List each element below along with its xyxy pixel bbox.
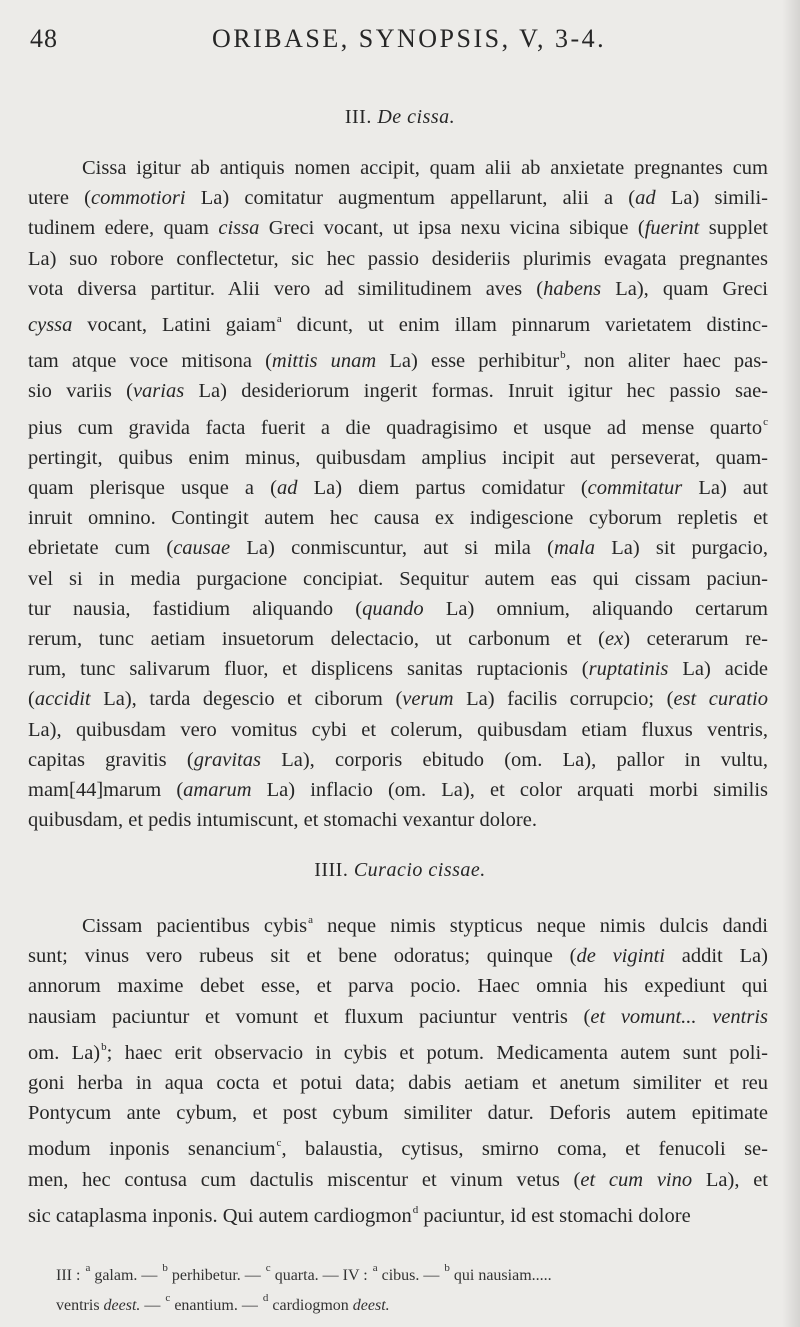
- text-run: ) ceterarum re-: [623, 628, 768, 651]
- text-run: annorum maxime debet esse, et parva pocio. Haec omnia his expediunt qui: [28, 975, 768, 998]
- text-run: tudinem edere, quam: [28, 217, 219, 240]
- text-line: [28, 340, 768, 376]
- text-run: om. La): [28, 1041, 101, 1064]
- italic-variant: ad: [635, 187, 656, 210]
- text-run: La), tarda degescio et ciborum (: [90, 688, 403, 711]
- text-run: La) sit purgacio,: [594, 537, 768, 560]
- text-run: cardiogmon: [268, 1297, 353, 1314]
- text-run: Greci vocant, ut ipsa nexu vicina sibique (: [259, 217, 645, 240]
- footnote-marker: c: [763, 415, 768, 428]
- text-run: mam[44]marum (: [28, 779, 184, 802]
- text-line: [28, 1195, 768, 1231]
- footnote-marker: c: [276, 1137, 282, 1150]
- text-run: III :: [56, 1267, 85, 1284]
- italic-variant: fuerint: [644, 217, 700, 240]
- text-run: La) suo robore conflectetur, sic hec passio desideriis plurimis evagata pregnantes: [28, 247, 768, 270]
- chapter-title-3: [0, 106, 800, 129]
- text-run: dicunt, ut enim illam pinnarum varietatem distinc-: [281, 314, 768, 337]
- italic-variant: ruptatinis: [588, 658, 669, 681]
- text-line: [28, 533, 768, 563]
- text-run: quam plerisque usque a (: [28, 477, 277, 500]
- footnote-marker: d: [412, 1203, 419, 1216]
- text-line: [28, 183, 768, 213]
- footnote-marker: a: [85, 1262, 91, 1274]
- text-run: pertingit, quibus enim minus, quibusdam amplius incipit aut perseverat, quam-: [28, 446, 768, 469]
- text-line: [28, 594, 768, 624]
- footnote-marker: a: [276, 313, 282, 326]
- italic-variant: et vomunt... ventris: [590, 1005, 768, 1028]
- text-line: [28, 443, 768, 473]
- text-run: La), corporis ebitudo (om. La), pallor in vultu,: [260, 748, 768, 771]
- text-run: La) simili-: [655, 187, 768, 210]
- text-run: sio variis (: [28, 380, 133, 403]
- text-run: vocant, Latini gaiam: [72, 314, 276, 337]
- text-run: tur nausia, fastidium aliquando (: [28, 597, 363, 620]
- text-line: [28, 1098, 768, 1128]
- chapter-4-body: [28, 905, 768, 1231]
- text-run: La), et: [692, 1168, 769, 1191]
- footnote-line: [56, 1287, 768, 1317]
- italic-variant: causae: [173, 537, 231, 560]
- text-run: La) esse perhibitur: [376, 350, 560, 373]
- text-line: [28, 376, 768, 406]
- italic-variant: habens: [543, 277, 602, 300]
- italic-variant: cyssa: [28, 314, 73, 337]
- text-line: [28, 564, 768, 594]
- text-line: [28, 213, 768, 243]
- italic-variant: est curatio: [673, 688, 769, 711]
- text-run: perhibetur. —: [167, 1267, 265, 1284]
- text-run: rerum, tunc aetiam insuetorum delectacio, ut carbonum et (: [28, 628, 606, 651]
- text-run: men, hec contusa cum dactulis miscentur et vinum vetus (: [28, 1168, 581, 1191]
- text-line: [28, 775, 768, 805]
- chapter-title-4: [0, 859, 800, 882]
- text-run: qui nausiam.....: [449, 1267, 552, 1284]
- chapter-3-body: [28, 153, 768, 835]
- text-run: ventris: [56, 1297, 104, 1314]
- text-run: (: [28, 688, 35, 711]
- text-run: La) desideriorum ingerit formas. Inruit igitur hec passio sae-: [184, 380, 768, 403]
- text-run: tam atque voce mitisona (: [28, 350, 272, 373]
- footnote-marker: d: [262, 1292, 269, 1304]
- italic-variant: accidit: [34, 688, 91, 711]
- chapter-number-3: III.: [344, 106, 372, 128]
- text-line: [28, 654, 768, 684]
- text-line: [28, 1068, 768, 1098]
- text-run: enantium. —: [170, 1297, 262, 1314]
- footnote-marker: a: [308, 914, 314, 926]
- footnote-marker: a: [372, 1262, 378, 1274]
- italic-variant: varias: [132, 380, 185, 403]
- text-run: neque nimis stypticus neque nimis dulcis dandi: [313, 915, 768, 937]
- text-line: [28, 304, 768, 340]
- text-run: utere (: [28, 187, 91, 210]
- italic-variant: deest.: [103, 1297, 141, 1314]
- running-head: ORIBASE, SYNOPSIS, V, 3-4.: [212, 24, 607, 53]
- text-run: goni herba in aqua cocta et potui data; dabis aetiam et anetum similiter et reu: [28, 1072, 768, 1095]
- text-line: [28, 1002, 768, 1032]
- text-run: Cissa igitur ab antiquis nomen accipit, quam alii ab anxietate pregnantes cum: [82, 157, 768, 179]
- text-line: [28, 153, 768, 183]
- italic-variant: verum: [402, 688, 454, 711]
- italic-variant: gravitas: [193, 748, 261, 771]
- footnote-marker: c: [265, 1262, 271, 1274]
- text-run: La) omnium, aliquando certarum: [423, 597, 768, 620]
- text-run: La), quibusdam vero vomitus cybi et colerum, quibusdam etiam fluxus ventris,: [28, 718, 768, 741]
- chapter-heading-4: Curacio cissae.: [353, 859, 486, 881]
- text-line: [28, 941, 768, 971]
- text-run: inruit omnino. Contingit autem hec causa ex indigescione cyborum repletis et: [28, 507, 768, 530]
- italic-variant: amarum: [183, 779, 252, 802]
- text-run: , balaustia, cytisus, smirno coma, et fenucoli se-: [281, 1138, 768, 1161]
- text-run: ebrietate cum (: [28, 537, 174, 560]
- italic-variant: mittis unam: [271, 350, 377, 373]
- text-line: [28, 473, 768, 503]
- text-run: La) facilis corrupcio; (: [453, 688, 674, 711]
- text-line: [28, 1165, 768, 1195]
- text-line: [28, 805, 768, 835]
- text-run: vota diversa partitur. Alii vero ad similitudinem aves (: [28, 277, 544, 300]
- text-line: [28, 407, 768, 443]
- chapter-number-4: IIII.: [314, 859, 349, 881]
- italic-variant: de viginti: [576, 945, 665, 968]
- text-run: quibusdam, et pedis intumiscunt, et stomachi vexantur dolore.: [28, 809, 537, 832]
- text-run: ; haec erit observacio in cybis et potum. Medicamenta autem sunt poli-: [106, 1041, 768, 1064]
- text-run: supplet: [699, 217, 768, 240]
- text-run: quarta. — IV :: [270, 1267, 372, 1284]
- text-run: La) acide: [668, 658, 768, 681]
- footnotes: [56, 1257, 768, 1317]
- text-run: —: [140, 1297, 165, 1314]
- italic-variant: cissa: [218, 217, 260, 240]
- text-line: [28, 624, 768, 654]
- italic-variant: ad: [277, 477, 298, 500]
- italic-variant: quando: [362, 597, 424, 620]
- text-run: addit La): [664, 945, 768, 968]
- text-run: La) conmiscuntur, aut si mila (: [230, 537, 554, 560]
- italic-variant: deest.: [352, 1297, 390, 1314]
- italic-variant: ex: [605, 628, 624, 651]
- text-run: nausiam paciuntur et vomunt et fluxum paciuntur ventris (: [28, 1005, 591, 1028]
- page-number: 48: [30, 24, 58, 53]
- text-run: modum inponis senancium: [28, 1138, 276, 1161]
- text-line: [28, 1128, 768, 1164]
- page-header: [30, 22, 770, 62]
- text-line: [28, 244, 768, 274]
- italic-variant: mala: [553, 537, 595, 560]
- text-run: La), quam Greci: [601, 277, 768, 300]
- footnote-marker: c: [165, 1292, 171, 1304]
- text-run: Pontycum ante cybum, et post cybum similiter datur. Deforis autem epitimate: [28, 1102, 768, 1125]
- page-edge-shadow: [782, 0, 800, 1327]
- italic-variant: commotiori: [91, 187, 186, 210]
- italic-variant: et cum vino: [580, 1168, 693, 1191]
- chapter-heading-3: De cissa.: [377, 106, 456, 128]
- text-run: cibus. —: [377, 1267, 444, 1284]
- text-run: , non aliter haec pas-: [565, 350, 768, 373]
- text-line: [28, 905, 768, 941]
- text-line: [28, 684, 768, 714]
- text-line: [28, 745, 768, 775]
- text-run: paciuntur, id est stomachi dolore: [418, 1204, 691, 1227]
- text-run: La) inflacio (om. La), et color arquati morbi similis: [251, 779, 768, 802]
- italic-variant: commitatur: [587, 477, 683, 500]
- footnote-marker: b: [444, 1262, 450, 1274]
- footnote-marker: b: [101, 1040, 107, 1053]
- text-run: La) aut: [682, 477, 768, 500]
- footnote-line: [56, 1257, 768, 1287]
- text-run: sunt; vinus vero rubeus sit et bene odoratus; quinque (: [28, 945, 577, 968]
- text-run: La) comitatur augmentum appellarunt, alii a (: [185, 187, 636, 210]
- text-line: [28, 715, 768, 745]
- text-run: pius cum gravida facta fuerit a die quadragisimo et usque ad mense quarto: [28, 416, 763, 439]
- text-run: Cissam pacientibus cybis: [82, 915, 308, 937]
- text-line: [28, 1032, 768, 1068]
- text-run: vel si in media purgacione concipiat. Sequitur autem eas qui cissam paciun-: [28, 567, 768, 590]
- text-run: La) diem partus comidatur (: [297, 477, 588, 500]
- text-run: sic cataplasma inponis. Qui autem cardiogmon: [28, 1204, 412, 1227]
- text-run: rum, tunc salivarum fluor, et displicens sanitas ruptacionis (: [28, 658, 589, 681]
- text-line: [28, 274, 768, 304]
- text-line: [28, 503, 768, 533]
- footnote-marker: b: [162, 1262, 168, 1274]
- text-run: galam. —: [90, 1267, 162, 1284]
- footnote-marker: b: [560, 349, 566, 362]
- text-line: [28, 971, 768, 1001]
- text-run: capitas gravitis (: [28, 748, 194, 771]
